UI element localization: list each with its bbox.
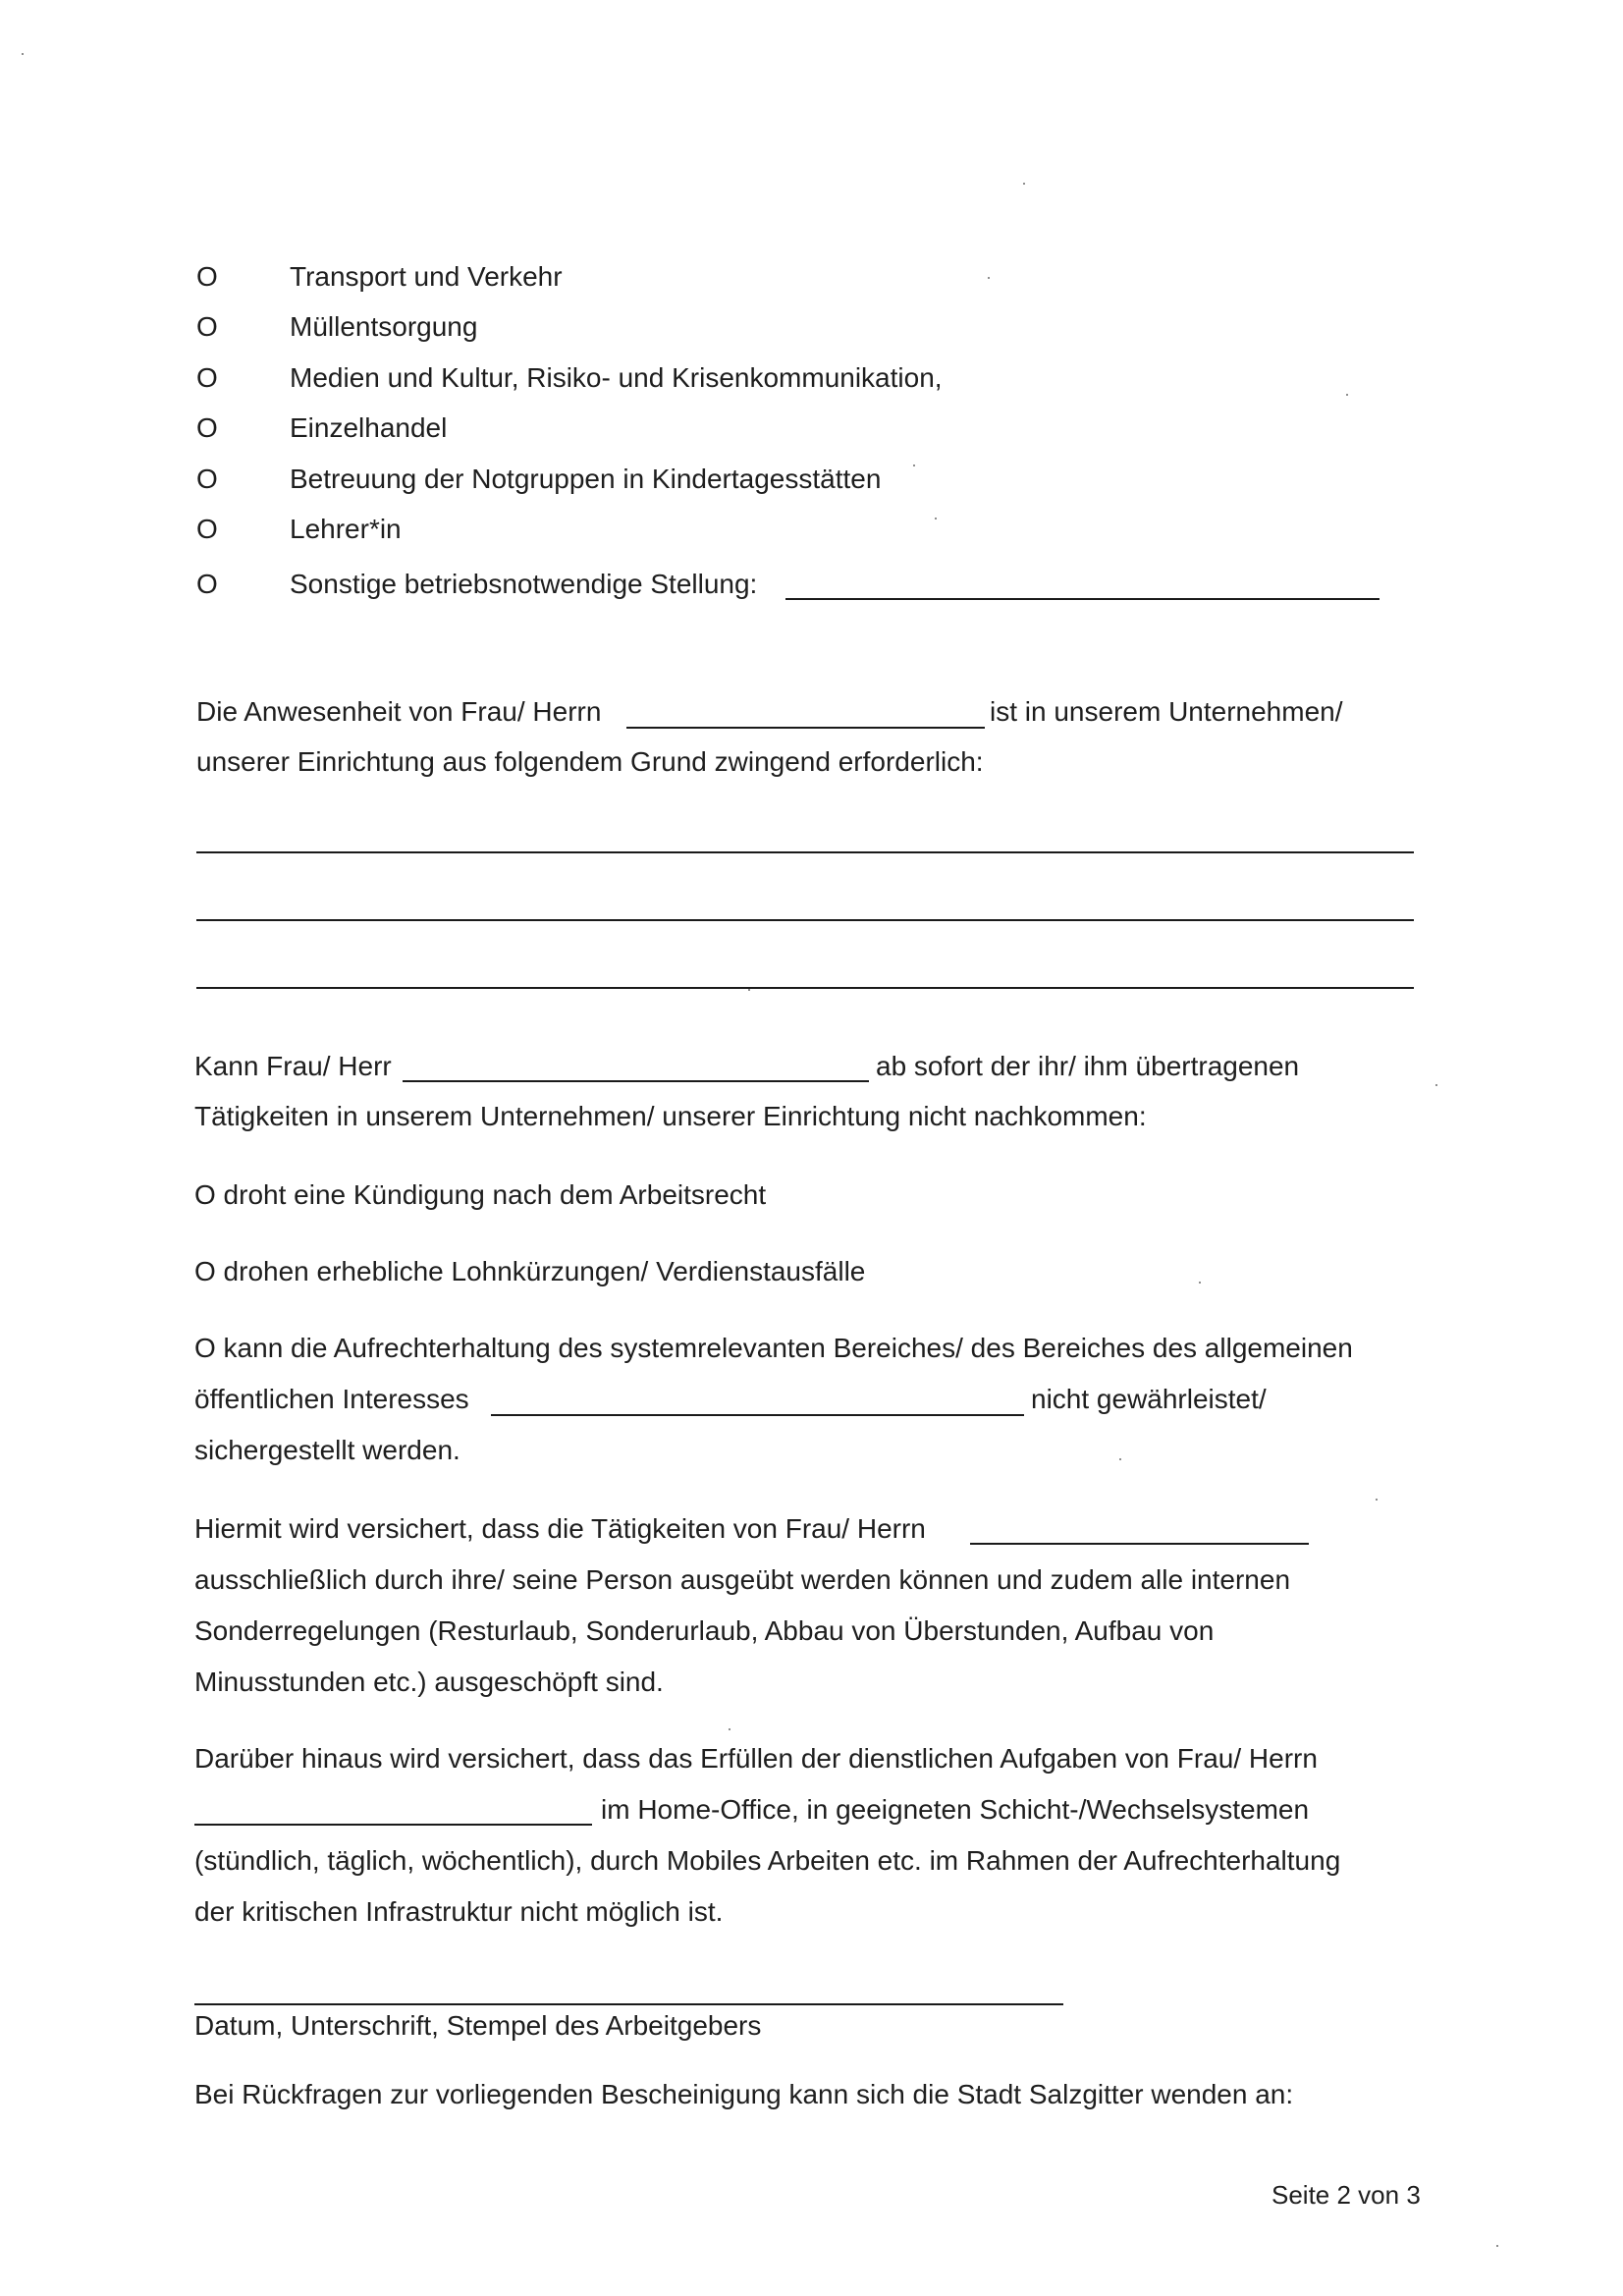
- scan-speck: [1435, 1084, 1437, 1086]
- option-label-notgruppen: Betreuung der Notgruppen in Kindertagesstätten: [290, 464, 882, 494]
- consequence-line1-prefix: Kann Frau/ Herr: [194, 1051, 392, 1081]
- option-marker[interactable]: O: [196, 569, 218, 599]
- scan-speck: [1023, 183, 1025, 185]
- consequence-option3-line3: sichergestellt werden.: [194, 1435, 460, 1465]
- scan-speck: [1346, 394, 1348, 396]
- scan-speck: [913, 465, 915, 466]
- consequence-line1-suffix: ab sofort der ihr/ ihm übertragenen: [876, 1051, 1300, 1081]
- option-marker[interactable]: O: [196, 362, 218, 393]
- assurance2-name-line[interactable]: [194, 1824, 592, 1826]
- consequence-option-lohnkuerzung[interactable]: O drohen erhebliche Lohnkürzungen/ Verdienstausfälle: [194, 1256, 866, 1286]
- assurance1-name-line[interactable]: [970, 1543, 1309, 1545]
- reason-line[interactable]: [196, 987, 1414, 989]
- signature-label: Datum, Unterschrift, Stempel des Arbeitgebers: [194, 2010, 762, 2041]
- consequence-option3-line2-prefix: öffentlichen Interesses: [194, 1384, 469, 1414]
- scan-speck: [748, 989, 750, 991]
- presence-line1-prefix: Die Anwesenheit von Frau/ Herrn: [196, 696, 602, 727]
- sonstige-fill-line[interactable]: [785, 598, 1380, 600]
- assurance1-line3: Sonderregelungen (Resturlaub, Sonderurlaub, Abbau von Überstunden, Aufbau von: [194, 1615, 1215, 1646]
- scan-speck: [1496, 2245, 1498, 2247]
- assurance1-line1: Hiermit wird versichert, dass die Tätigkeiten von Frau/ Herrn: [194, 1513, 926, 1544]
- interest-fill-line[interactable]: [491, 1414, 1024, 1416]
- presence-line2: unserer Einrichtung aus folgendem Grund zwingend erforderlich:: [196, 746, 984, 777]
- option-label-transport: Transport und Verkehr: [290, 261, 563, 292]
- option-label-einzelhandel: Einzelhandel: [290, 412, 448, 443]
- consequence-option-kuendigung[interactable]: O droht eine Kündigung nach dem Arbeitsrecht: [194, 1179, 767, 1210]
- reason-line[interactable]: [196, 851, 1414, 853]
- scan-speck: [22, 53, 24, 55]
- scan-speck: [1376, 1499, 1378, 1501]
- page-number: Seite 2 von 3: [1271, 2180, 1421, 2210]
- consequence-line2: Tätigkeiten in unserem Unternehmen/ unserer Einrichtung nicht nachkommen:: [194, 1101, 1147, 1131]
- assurance2-line2-suffix: im Home-Office, in geeigneten Schicht-/Wechselsystemen: [601, 1794, 1310, 1825]
- assurance2-line3: (stündlich, täglich, wöchentlich), durch Mobiles Arbeiten etc. im Rahmen der Aufrechterhaltung: [194, 1845, 1341, 1876]
- option-marker[interactable]: O: [196, 412, 218, 443]
- scan-speck: [729, 1728, 730, 1730]
- scan-speck: [935, 518, 937, 519]
- option-marker[interactable]: O: [196, 514, 218, 544]
- contact-text: Bei Rückfragen zur vorliegenden Bescheinigung kann sich die Stadt Salzgitter wenden an:: [194, 2079, 1294, 2109]
- option-label-muellentsorgung: Müllentsorgung: [290, 311, 478, 342]
- assurance2-line1: Darüber hinaus wird versichert, dass das Erfüllen der dienstlichen Aufgaben von Frau/ Herrn: [194, 1743, 1318, 1774]
- option-marker[interactable]: O: [196, 464, 218, 494]
- option-marker[interactable]: O: [196, 261, 218, 292]
- option-label-sonstige: Sonstige betriebsnotwendige Stellung:: [290, 569, 758, 599]
- consequence-option3-line2-suffix: nicht gewährleistet/: [1031, 1384, 1267, 1414]
- scan-speck: [1119, 1458, 1121, 1460]
- reason-line[interactable]: [196, 919, 1414, 921]
- assurance2-line4: der kritischen Infrastruktur nicht möglich ist.: [194, 1896, 724, 1927]
- option-label-medien: Medien und Kultur, Risiko- und Krisenkommunikation,: [290, 362, 943, 393]
- consequence-option-aufrechterhaltung[interactable]: O kann die Aufrechterhaltung des systemrelevanten Bereiches/ des Bereiches des allgemeinen: [194, 1333, 1353, 1363]
- option-label-lehrer: Lehrer*in: [290, 514, 402, 544]
- signature-line[interactable]: [194, 2003, 1063, 2005]
- scan-speck: [988, 277, 990, 279]
- presence-name-line[interactable]: [626, 727, 985, 729]
- presence-line1-suffix: ist in unserem Unternehmen/: [990, 696, 1343, 727]
- scan-speck: [1199, 1282, 1201, 1284]
- option-marker[interactable]: O: [196, 311, 218, 342]
- consequence-name-line[interactable]: [403, 1080, 869, 1082]
- assurance1-line2: ausschließlich durch ihre/ seine Person ausgeübt werden können und zudem alle internen: [194, 1564, 1291, 1595]
- assurance1-line4: Minusstunden etc.) ausgeschöpft sind.: [194, 1667, 664, 1697]
